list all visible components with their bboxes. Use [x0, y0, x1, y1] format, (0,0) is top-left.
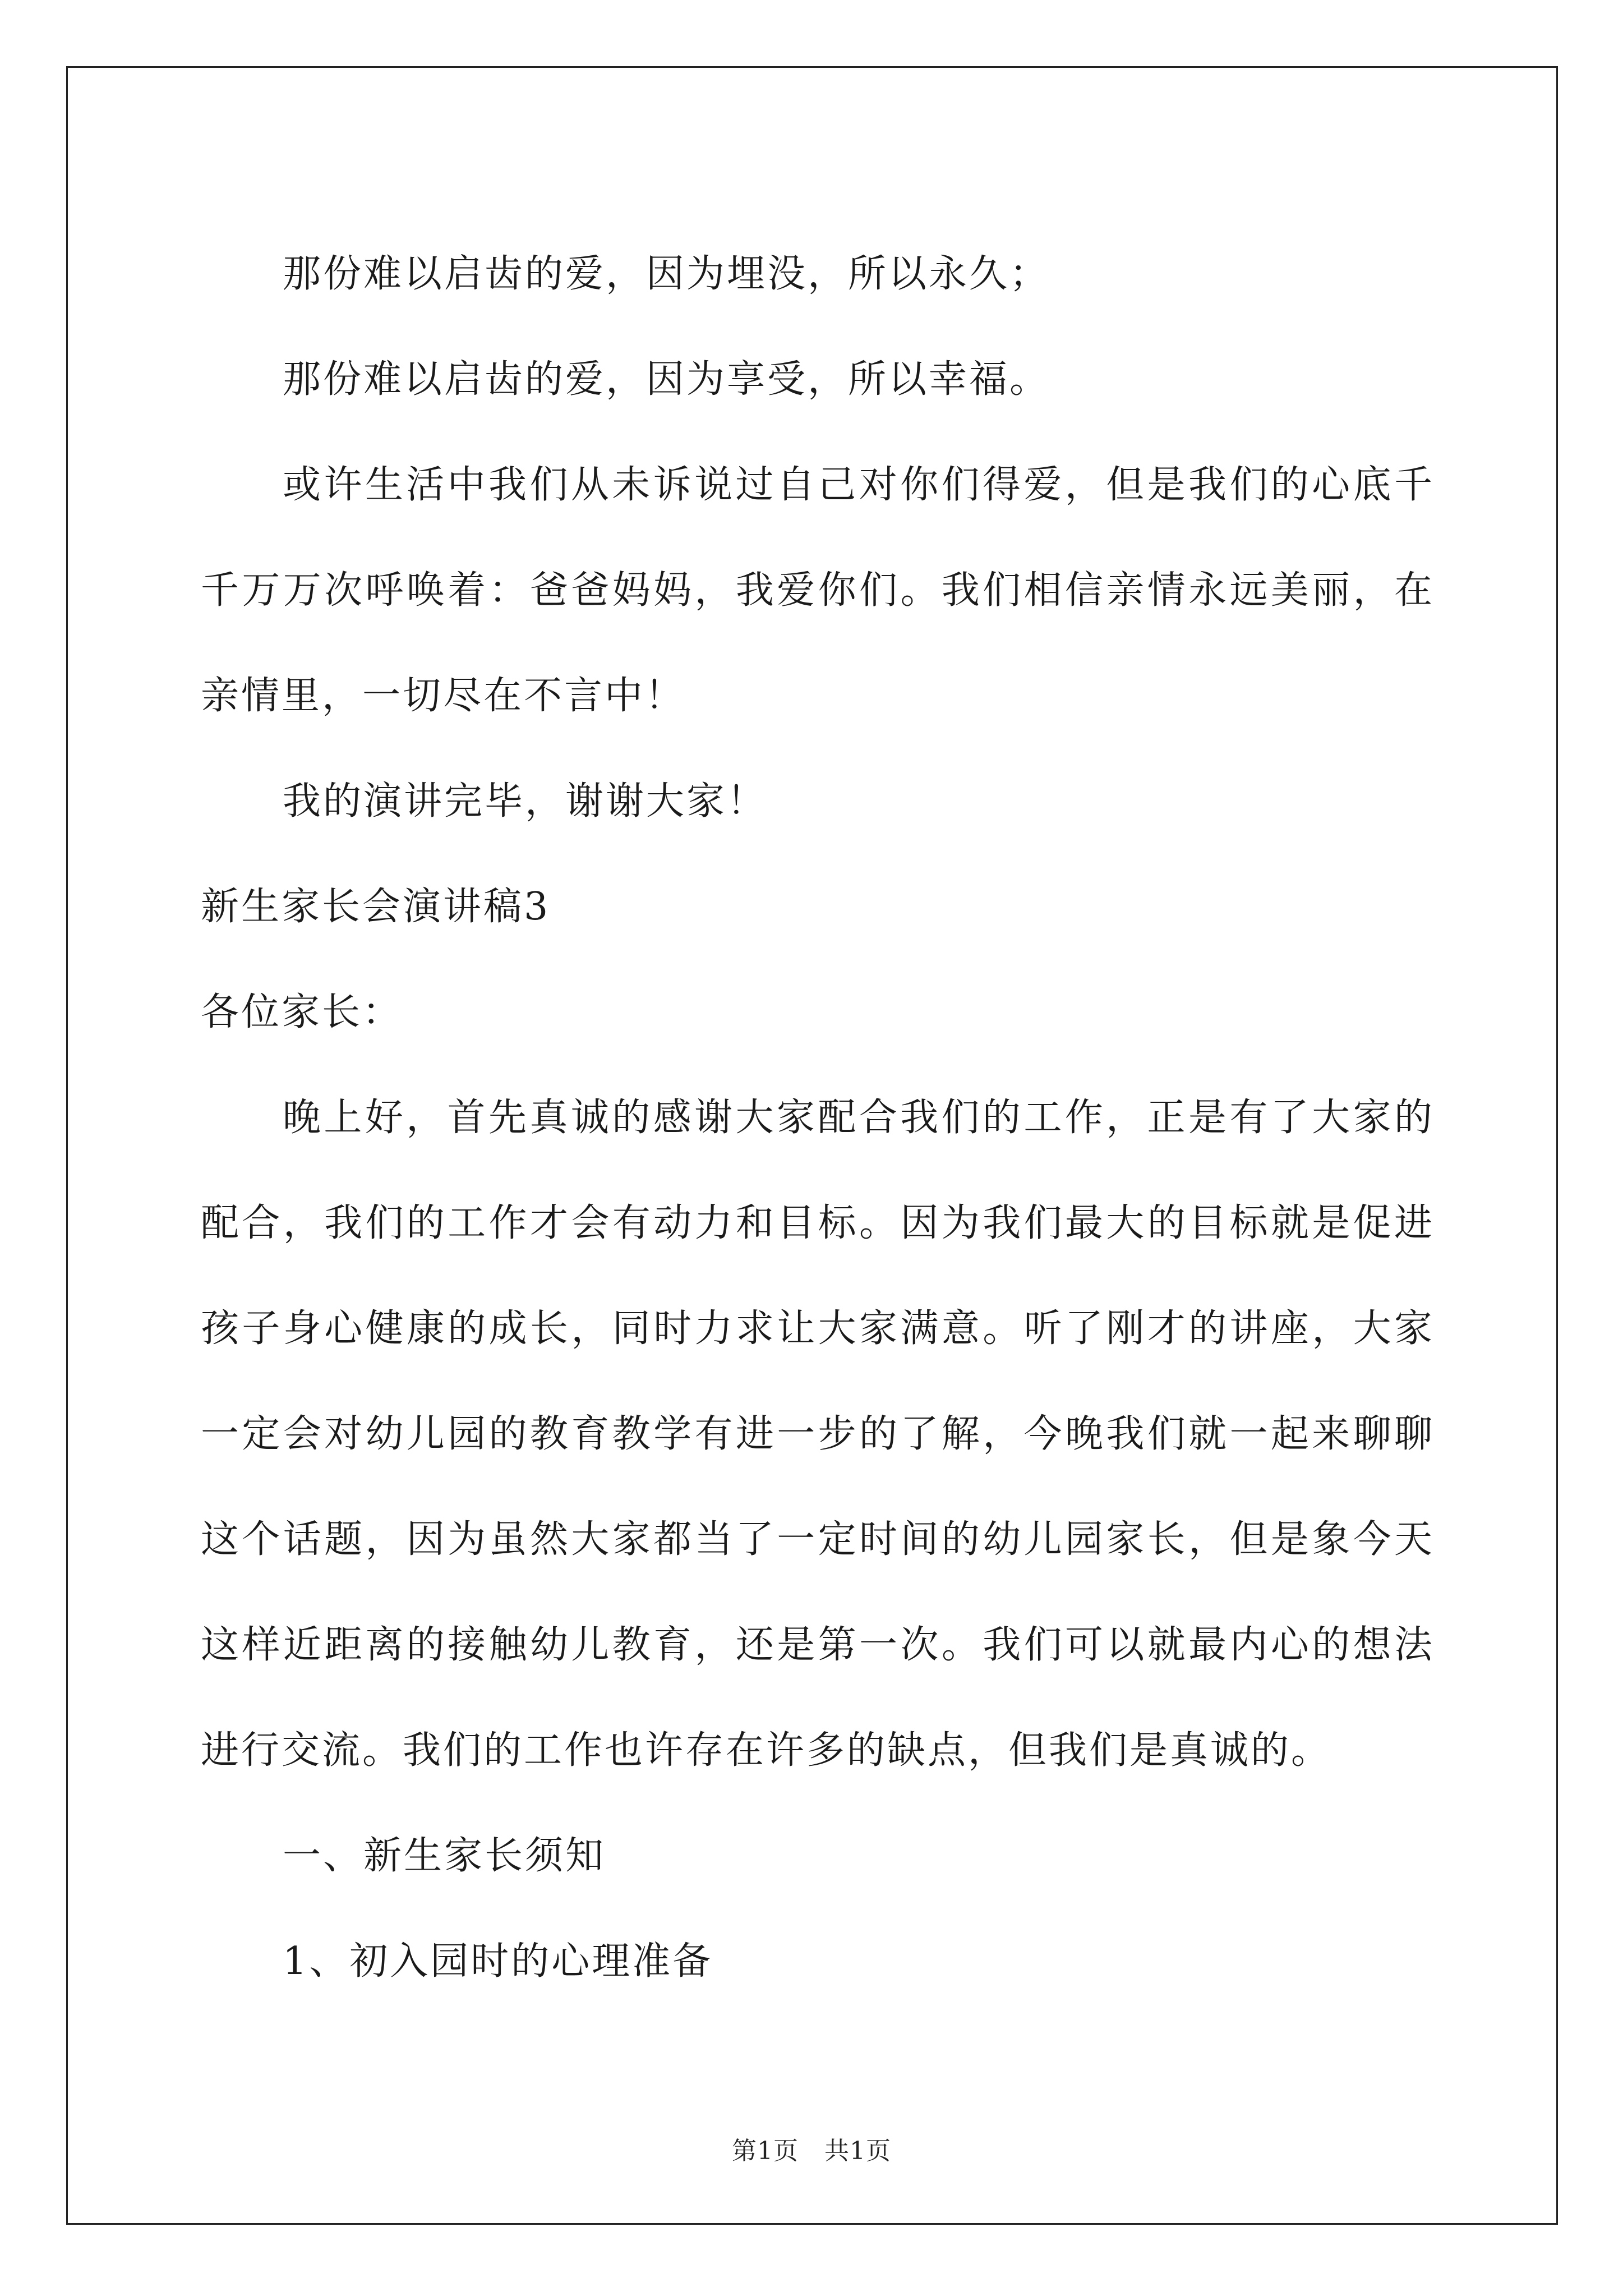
paragraph: 我的演讲完毕，谢谢大家！ — [283, 779, 768, 823]
section-heading: 新生家长会演讲稿3 — [201, 885, 551, 929]
page-number: 第1页 — [732, 2137, 799, 2165]
total-pages: 共1页 — [824, 2137, 891, 2165]
subheading: 一、新生家长须知 — [283, 1834, 606, 1878]
paragraph: 或许生活中我们从未诉说过自己对你们得爱，但是我们的心底千千万万次呼唤着：爸爸妈妈，我爱你们。我们相信亲情永远美丽，在亲情里，一切尽在不言中！ — [201, 463, 1435, 718]
paragraph: 那份难以启齿的爱，因为埋没，所以永久； — [283, 252, 1050, 296]
salutation: 各位家长： — [201, 990, 403, 1034]
paragraph: 晚上好，首先真诚的感谢大家配合我们的工作，正是有了大家的配合，我们的工作才会有动力和目标。因为我们最大的目标就是促进孩子身心健康的成长，同时力求让大家满意。听了刚才的讲座，大家一定会对幼儿园的教育教学有进一步的了解，今晚我们就一起来聊聊这个话题，因为虽然大家都当了一定时间的幼儿园家长，但是象今天这样近距离的接触幼儿教育，还是第一次。我们可以就最内心的想法进行交流。我们的工作也许存在许多的缺点，但我们是真诚的。 — [201, 1096, 1435, 1773]
list-item: 1、初入园时的心理准备 — [283, 1939, 713, 1984]
paragraph: 那份难以启齿的爱，因为享受，所以幸福。 — [283, 357, 1050, 402]
document-body — [201, 222, 1435, 2014]
page-footer — [0, 2134, 1623, 2168]
